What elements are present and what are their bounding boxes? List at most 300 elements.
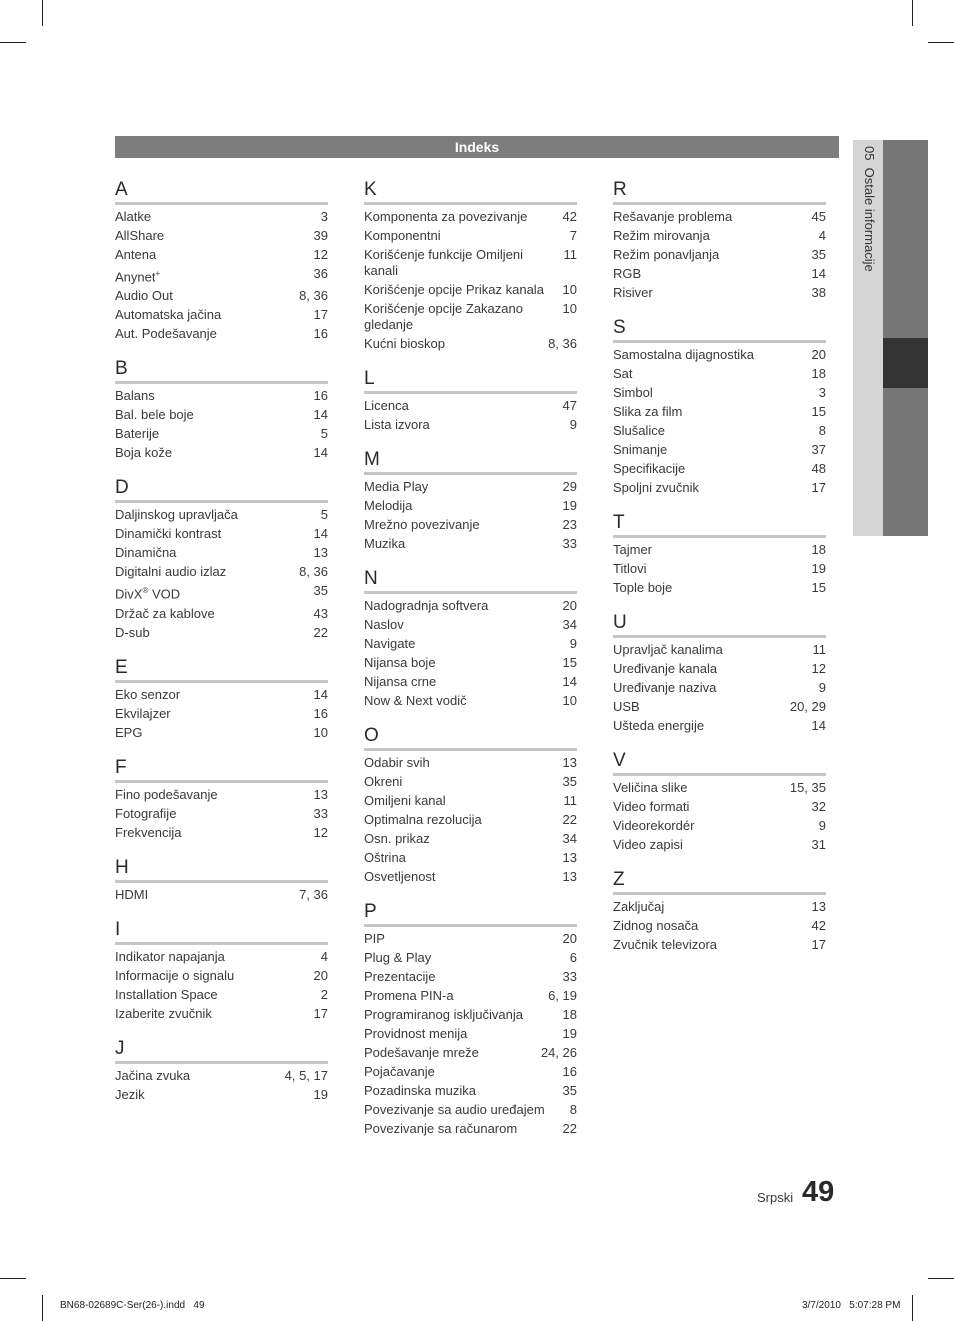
chapter-side-label: 05 Ostale informacije: [862, 146, 877, 272]
index-entry: [613, 898, 826, 917]
index-entry: [613, 917, 826, 936]
entry-term: [115, 507, 238, 523]
index-entry: [613, 284, 826, 303]
entry-term: [613, 837, 683, 853]
entry-pages: 32: [811, 799, 826, 814]
crop-mark: [0, 1278, 26, 1279]
section-letter: B: [115, 358, 128, 380]
entry-term: [613, 266, 641, 282]
entry-term: [115, 228, 164, 244]
entry-term-text: Ekvilajzer: [115, 705, 171, 721]
index-entry: [364, 246, 577, 281]
entry-pages: 8: [569, 1102, 577, 1117]
entry-pages: 35: [811, 247, 826, 262]
entry-term: [364, 793, 446, 809]
index-column-3: [613, 178, 826, 968]
entry-term-text: Plug & Play: [364, 950, 432, 965]
entry-term-text: Fino podešavanje: [115, 786, 218, 802]
entry-pages: 8, 36: [299, 288, 328, 304]
entry-pages: 33: [313, 805, 328, 821]
entry-term: [613, 285, 653, 301]
entry-pages: 16: [562, 1064, 577, 1079]
entry-term-text: Tople boje: [613, 580, 673, 595]
entry-term-text: Jezik: [115, 1086, 145, 1102]
entry-term: [115, 606, 215, 622]
index-entry: [115, 948, 328, 967]
entry-pages: 10: [562, 301, 577, 316]
index-entry: [115, 406, 328, 425]
index-entry: [115, 525, 328, 544]
entry-term-text: Zvučnik televizora: [613, 937, 718, 952]
index-section: [115, 656, 328, 743]
entry-term: [613, 423, 665, 439]
entry-term-text: Dinamički kontrast: [115, 526, 222, 542]
section-letter: N: [364, 568, 378, 589]
entry-pages: 22: [562, 1121, 577, 1136]
section-rule: [613, 635, 826, 638]
section-rule: [613, 202, 826, 205]
entry-term-text: Baterije: [115, 426, 160, 442]
entry-pages: 19: [562, 1026, 577, 1041]
entry-term: [613, 661, 717, 677]
section-rule: [115, 942, 328, 945]
index-header: Indeks: [115, 136, 839, 158]
entry-pages: 15: [562, 655, 577, 670]
index-section: [364, 178, 577, 354]
footer-language: Srpski: [757, 1190, 794, 1205]
entry-pages: 35: [562, 774, 577, 789]
entry-term: [364, 617, 404, 633]
entry-pages: 3: [320, 209, 328, 224]
entry-pages: 36: [313, 266, 328, 281]
entry-term: [364, 869, 436, 885]
entry-term: [115, 987, 218, 1003]
entry-term-text: Podešavanje mreže: [364, 1045, 479, 1060]
entry-pages: 14: [313, 407, 328, 423]
entry-term-text: AllShare: [115, 228, 165, 243]
entry-term: [115, 407, 194, 423]
entry-term-text: Kućni bioskop: [364, 336, 445, 351]
entry-pages: 2: [320, 986, 328, 1002]
entry-term: [115, 887, 148, 903]
entry-pages: 15: [811, 404, 826, 419]
entry-term: [613, 899, 664, 915]
entry-pages: 14: [811, 718, 826, 733]
entry-pages: 12: [811, 661, 826, 676]
section-letter: S: [613, 317, 626, 338]
entry-pages: 8: [818, 423, 826, 438]
entry-pages: 6, 19: [548, 988, 577, 1003]
index-entry: [115, 287, 328, 306]
entry-pages: 13: [313, 545, 328, 561]
entry-pages: 42: [562, 209, 577, 224]
entry-term: [115, 825, 181, 841]
index-entry: [364, 968, 577, 987]
index-entry: [364, 1101, 577, 1120]
entry-term: [364, 1102, 545, 1118]
entry-term: [364, 398, 409, 414]
entry-term-text: Okreni: [364, 774, 403, 789]
entry-term: [613, 799, 689, 815]
entry-term-text: Prezentacije: [364, 969, 436, 984]
entry-pages: 24, 26: [540, 1045, 577, 1060]
index-entry: [115, 967, 328, 986]
entry-term: [613, 780, 687, 796]
entry-pages: 12: [313, 824, 328, 840]
entry-pages: 12: [313, 247, 328, 262]
index-entry: [115, 1005, 328, 1024]
entry-term-text: Korišćenje funkcije Omiljeni kanali: [364, 247, 523, 278]
entry-pages: 9: [569, 636, 577, 651]
index-entry: [364, 849, 577, 868]
index-entry: [364, 1006, 577, 1025]
entry-term: [613, 366, 633, 382]
section-letter: R: [613, 179, 627, 200]
entry-term: [364, 831, 430, 847]
index-column-1: [115, 178, 328, 1118]
entry-term-text: Povezivanje sa audio uređajem: [364, 1102, 545, 1117]
entry-pages: 14: [313, 445, 328, 461]
entry-term: [364, 1121, 517, 1137]
entry-pages: 9: [569, 417, 577, 432]
index-entry: [115, 325, 328, 344]
entry-term-suffix: VOD: [148, 586, 181, 602]
entry-term: [613, 937, 717, 953]
index-entry: [364, 654, 577, 673]
section-letter: U: [613, 612, 627, 633]
entry-term: [613, 561, 646, 577]
entry-term-text: Spoljni zvučnik: [613, 480, 699, 495]
entry-term: [115, 949, 225, 965]
print-slug-file: BN68-02689C-Ser(26-).indd 49: [60, 1300, 205, 1311]
entry-term: [613, 461, 685, 477]
index-entry: [364, 811, 577, 830]
index-entry: [613, 422, 826, 441]
index-entry: [364, 1044, 577, 1063]
entry-term: [364, 479, 428, 495]
entry-term: [613, 480, 699, 496]
entry-term-text: Ušteda energije: [613, 718, 705, 733]
index-section: [115, 476, 328, 642]
section-rule: [613, 773, 826, 776]
index-entry: [115, 705, 328, 724]
section-letter: Z: [613, 869, 625, 890]
index-entry: [364, 478, 577, 497]
entry-term-text: Video zapisi: [613, 837, 683, 852]
section-letter: V: [613, 750, 626, 771]
entry-term: [613, 209, 732, 225]
entry-term-superscript: ®: [142, 586, 149, 596]
section-rule: [115, 680, 328, 683]
index-entry: [364, 1025, 577, 1044]
entry-term-text: Installation Space: [115, 986, 218, 1002]
entry-term: [364, 950, 431, 966]
entry-pages: 4: [320, 948, 328, 964]
section-letter: H: [115, 856, 129, 878]
entry-pages: 14: [811, 266, 826, 281]
index-entry: [115, 724, 328, 743]
entry-term: [364, 598, 488, 614]
entry-term: [115, 288, 173, 304]
entry-term: [364, 209, 527, 225]
entry-pages: 20: [313, 967, 328, 983]
entry-term-text: Risiver: [613, 285, 653, 300]
entry-term-text: Boja kože: [115, 445, 173, 461]
index-entry: [613, 441, 826, 460]
index-entry: [115, 886, 328, 905]
index-entry: [613, 798, 826, 817]
entry-term-text: Slika za film: [613, 404, 683, 419]
index-entry: [115, 387, 328, 406]
index-entry: [613, 403, 826, 422]
entry-term-text: Audio Out: [115, 288, 173, 304]
entry-pages: 13: [562, 869, 577, 884]
index-entry: [613, 246, 826, 265]
index-section: [613, 316, 826, 498]
index-entry: [613, 365, 826, 384]
entry-term-text: Licenca: [364, 398, 409, 413]
entry-pages: 20: [562, 598, 577, 613]
entry-pages: 33: [562, 536, 577, 551]
entry-term-text: Snimanje: [613, 442, 668, 457]
entry-term: [115, 445, 172, 461]
entry-term: [613, 718, 704, 734]
entry-pages: 14: [313, 686, 328, 702]
index-entry: [115, 425, 328, 444]
index-entry: [115, 544, 328, 563]
entry-pages: 38: [811, 285, 826, 300]
entry-pages: 17: [811, 937, 826, 952]
index-entry: [364, 335, 577, 354]
index-entry: [613, 660, 826, 679]
section-rule: [364, 391, 577, 394]
section-letter: I: [115, 918, 121, 940]
index-entry: [115, 824, 328, 843]
entry-term-text: Pojačavanje: [364, 1064, 435, 1079]
index-section: [364, 567, 577, 711]
entry-pages: 31: [811, 837, 826, 852]
entry-pages: 10: [313, 724, 328, 740]
entry-term: [115, 1087, 145, 1103]
entry-term: [115, 545, 176, 561]
entry-pages: 7: [569, 228, 577, 243]
entry-pages: 35: [313, 583, 328, 599]
entry-term: [613, 404, 682, 420]
entry-term: [364, 1045, 479, 1061]
index-entry: [613, 346, 826, 365]
index-section: [364, 900, 577, 1139]
entry-term-text: Komponenta za povezivanje: [364, 209, 528, 224]
index-entry: [613, 679, 826, 698]
entry-term-text: Osvetljenost: [364, 869, 436, 884]
entry-term: [115, 787, 218, 803]
entry-term-text: Video formati: [613, 799, 690, 814]
print-slug-date: 3/7/2010 5:07:28 PM: [802, 1300, 901, 1311]
entry-term-text: Digitalni audio izlaz: [115, 564, 227, 580]
entry-term-text: Jačina zvuka: [115, 1067, 191, 1083]
entry-pages: 19: [313, 1086, 328, 1102]
entry-pages: 19: [562, 498, 577, 513]
entry-pages: 7, 36: [299, 886, 328, 902]
index-entry: [115, 786, 328, 805]
entry-term: [613, 385, 653, 401]
entry-term-text: USB: [613, 699, 640, 714]
entry-term: [115, 266, 160, 285]
entry-term-text: Rešavanje problema: [613, 209, 733, 224]
entry-term-text: Osn. prikaz: [364, 831, 430, 846]
entry-term: [115, 725, 142, 741]
entry-term-text: Automatska jačina: [115, 307, 222, 323]
crop-mark: [42, 1295, 43, 1321]
index-entry: [364, 635, 577, 654]
section-rule: [364, 472, 577, 475]
entry-term-text: Optimalna rezolucija: [364, 812, 482, 827]
entry-pages: 4, 5, 17: [284, 1067, 328, 1083]
entry-pages: 9: [818, 818, 826, 833]
section-rule: [115, 202, 328, 205]
entry-term-text: Korišćenje opcije Zakazano gledanje: [364, 301, 523, 332]
entry-term-text: HDMI: [115, 886, 149, 902]
index-entry: [613, 560, 826, 579]
entry-pages: 35: [562, 1083, 577, 1098]
index-entry: [364, 673, 577, 692]
section-rule: [364, 591, 577, 594]
section-rule: [613, 340, 826, 343]
entry-term: [364, 1007, 523, 1023]
entry-term-text: Nadogradnja softvera: [364, 598, 489, 613]
section-letter: P: [364, 901, 377, 922]
index-section: [115, 918, 328, 1024]
entry-term: [364, 812, 482, 828]
entry-term: [613, 580, 672, 596]
index-section: [364, 724, 577, 887]
entry-term-text: Samostalna dijagnostika: [613, 347, 754, 362]
entry-term-text: Oštrina: [364, 850, 406, 865]
index-entry: [364, 497, 577, 516]
index-entry: [115, 582, 328, 604]
entry-pages: 22: [562, 812, 577, 827]
entry-term-text: Navigate: [364, 636, 416, 651]
entry-pages: 11: [563, 793, 577, 808]
entry-term: [115, 806, 176, 822]
entry-term: [364, 228, 441, 244]
section-rule: [115, 780, 328, 783]
entry-pages: 15, 35: [789, 780, 826, 795]
section-letter: K: [364, 179, 377, 200]
index-entry: [364, 616, 577, 635]
index-entry: [115, 563, 328, 582]
entry-term: [613, 247, 719, 263]
entry-term-text: Programiranog isključivanja: [364, 1007, 523, 1022]
entry-term-text: Providnost menija: [364, 1026, 468, 1041]
entry-term-text: Eko senzor: [115, 686, 181, 702]
index-entry: [613, 836, 826, 855]
index-entry: [613, 936, 826, 955]
entry-term: [115, 687, 180, 703]
entry-pages: 13: [562, 850, 577, 865]
entry-term-text: Režim ponavljanja: [613, 247, 720, 262]
entry-term-text: EPG: [115, 724, 143, 740]
index-entry: [613, 779, 826, 798]
entry-term: [115, 1006, 212, 1022]
index-entry: [115, 444, 328, 463]
entry-term-text: Izaberite zvučnik: [115, 1005, 212, 1021]
entry-term-text: Upravljač kanalima: [613, 642, 723, 657]
entry-term: [613, 699, 640, 715]
entry-term: [613, 642, 723, 658]
crop-mark: [928, 42, 954, 43]
section-rule: [115, 381, 328, 384]
entry-term: [364, 988, 454, 1004]
entry-term-text: Anynet: [115, 269, 156, 285]
index-entry: [364, 535, 577, 554]
entry-term: [364, 336, 445, 352]
index-section: [613, 749, 826, 855]
index-entry: [364, 830, 577, 849]
index-entry: [115, 265, 328, 287]
entry-term: [613, 818, 694, 834]
entry-pages: 16: [313, 705, 328, 721]
entry-pages: 8, 36: [299, 564, 328, 580]
index-section: [613, 868, 826, 955]
index-entry: [115, 1067, 328, 1086]
entry-term-text: Režim mirovanja: [613, 228, 710, 243]
entry-term: [115, 706, 171, 722]
index-entry: [364, 930, 577, 949]
entry-pages: 16: [313, 326, 328, 342]
section-letter: L: [364, 368, 375, 389]
entry-term: [364, 1026, 467, 1042]
index-entry: [613, 641, 826, 660]
entry-term: [115, 526, 221, 542]
index-entry: [364, 773, 577, 792]
index-entry: [115, 1086, 328, 1105]
index-entry: [613, 265, 826, 284]
index-entry: [364, 227, 577, 246]
entry-term-text: Zidnog nosača: [613, 918, 699, 933]
entry-term: [364, 931, 385, 947]
index-entry: [613, 208, 826, 227]
entry-term-text: Indikator napajanja: [115, 948, 225, 964]
entry-pages: 17: [811, 480, 826, 495]
entry-term: [364, 755, 430, 771]
index-entry: [364, 792, 577, 811]
section-letter: E: [115, 656, 128, 678]
entry-term-text: Slušalice: [613, 423, 666, 438]
entry-pages: 42: [811, 918, 826, 933]
entry-pages: 20: [562, 931, 577, 946]
index-entry: [613, 479, 826, 498]
section-letter: T: [613, 512, 625, 533]
entry-term: [115, 1068, 190, 1084]
index-section: [613, 178, 826, 303]
entry-pages: 6: [569, 950, 577, 965]
entry-term-text: Odabir svih: [364, 755, 430, 770]
entry-term-text: DivX: [115, 586, 143, 602]
index-section: [364, 448, 577, 554]
index-entry: [364, 1120, 577, 1139]
entry-pages: 14: [562, 674, 577, 689]
crop-mark: [928, 1278, 954, 1279]
chapter-side-tab-marker: [883, 338, 928, 388]
entry-term: [364, 1083, 476, 1099]
index-section: [613, 611, 826, 736]
index-entry: [613, 579, 826, 598]
index-entry: [115, 506, 328, 525]
index-entry: [364, 416, 577, 435]
entry-pages: 15: [811, 580, 826, 595]
entry-pages: 22: [313, 624, 328, 640]
